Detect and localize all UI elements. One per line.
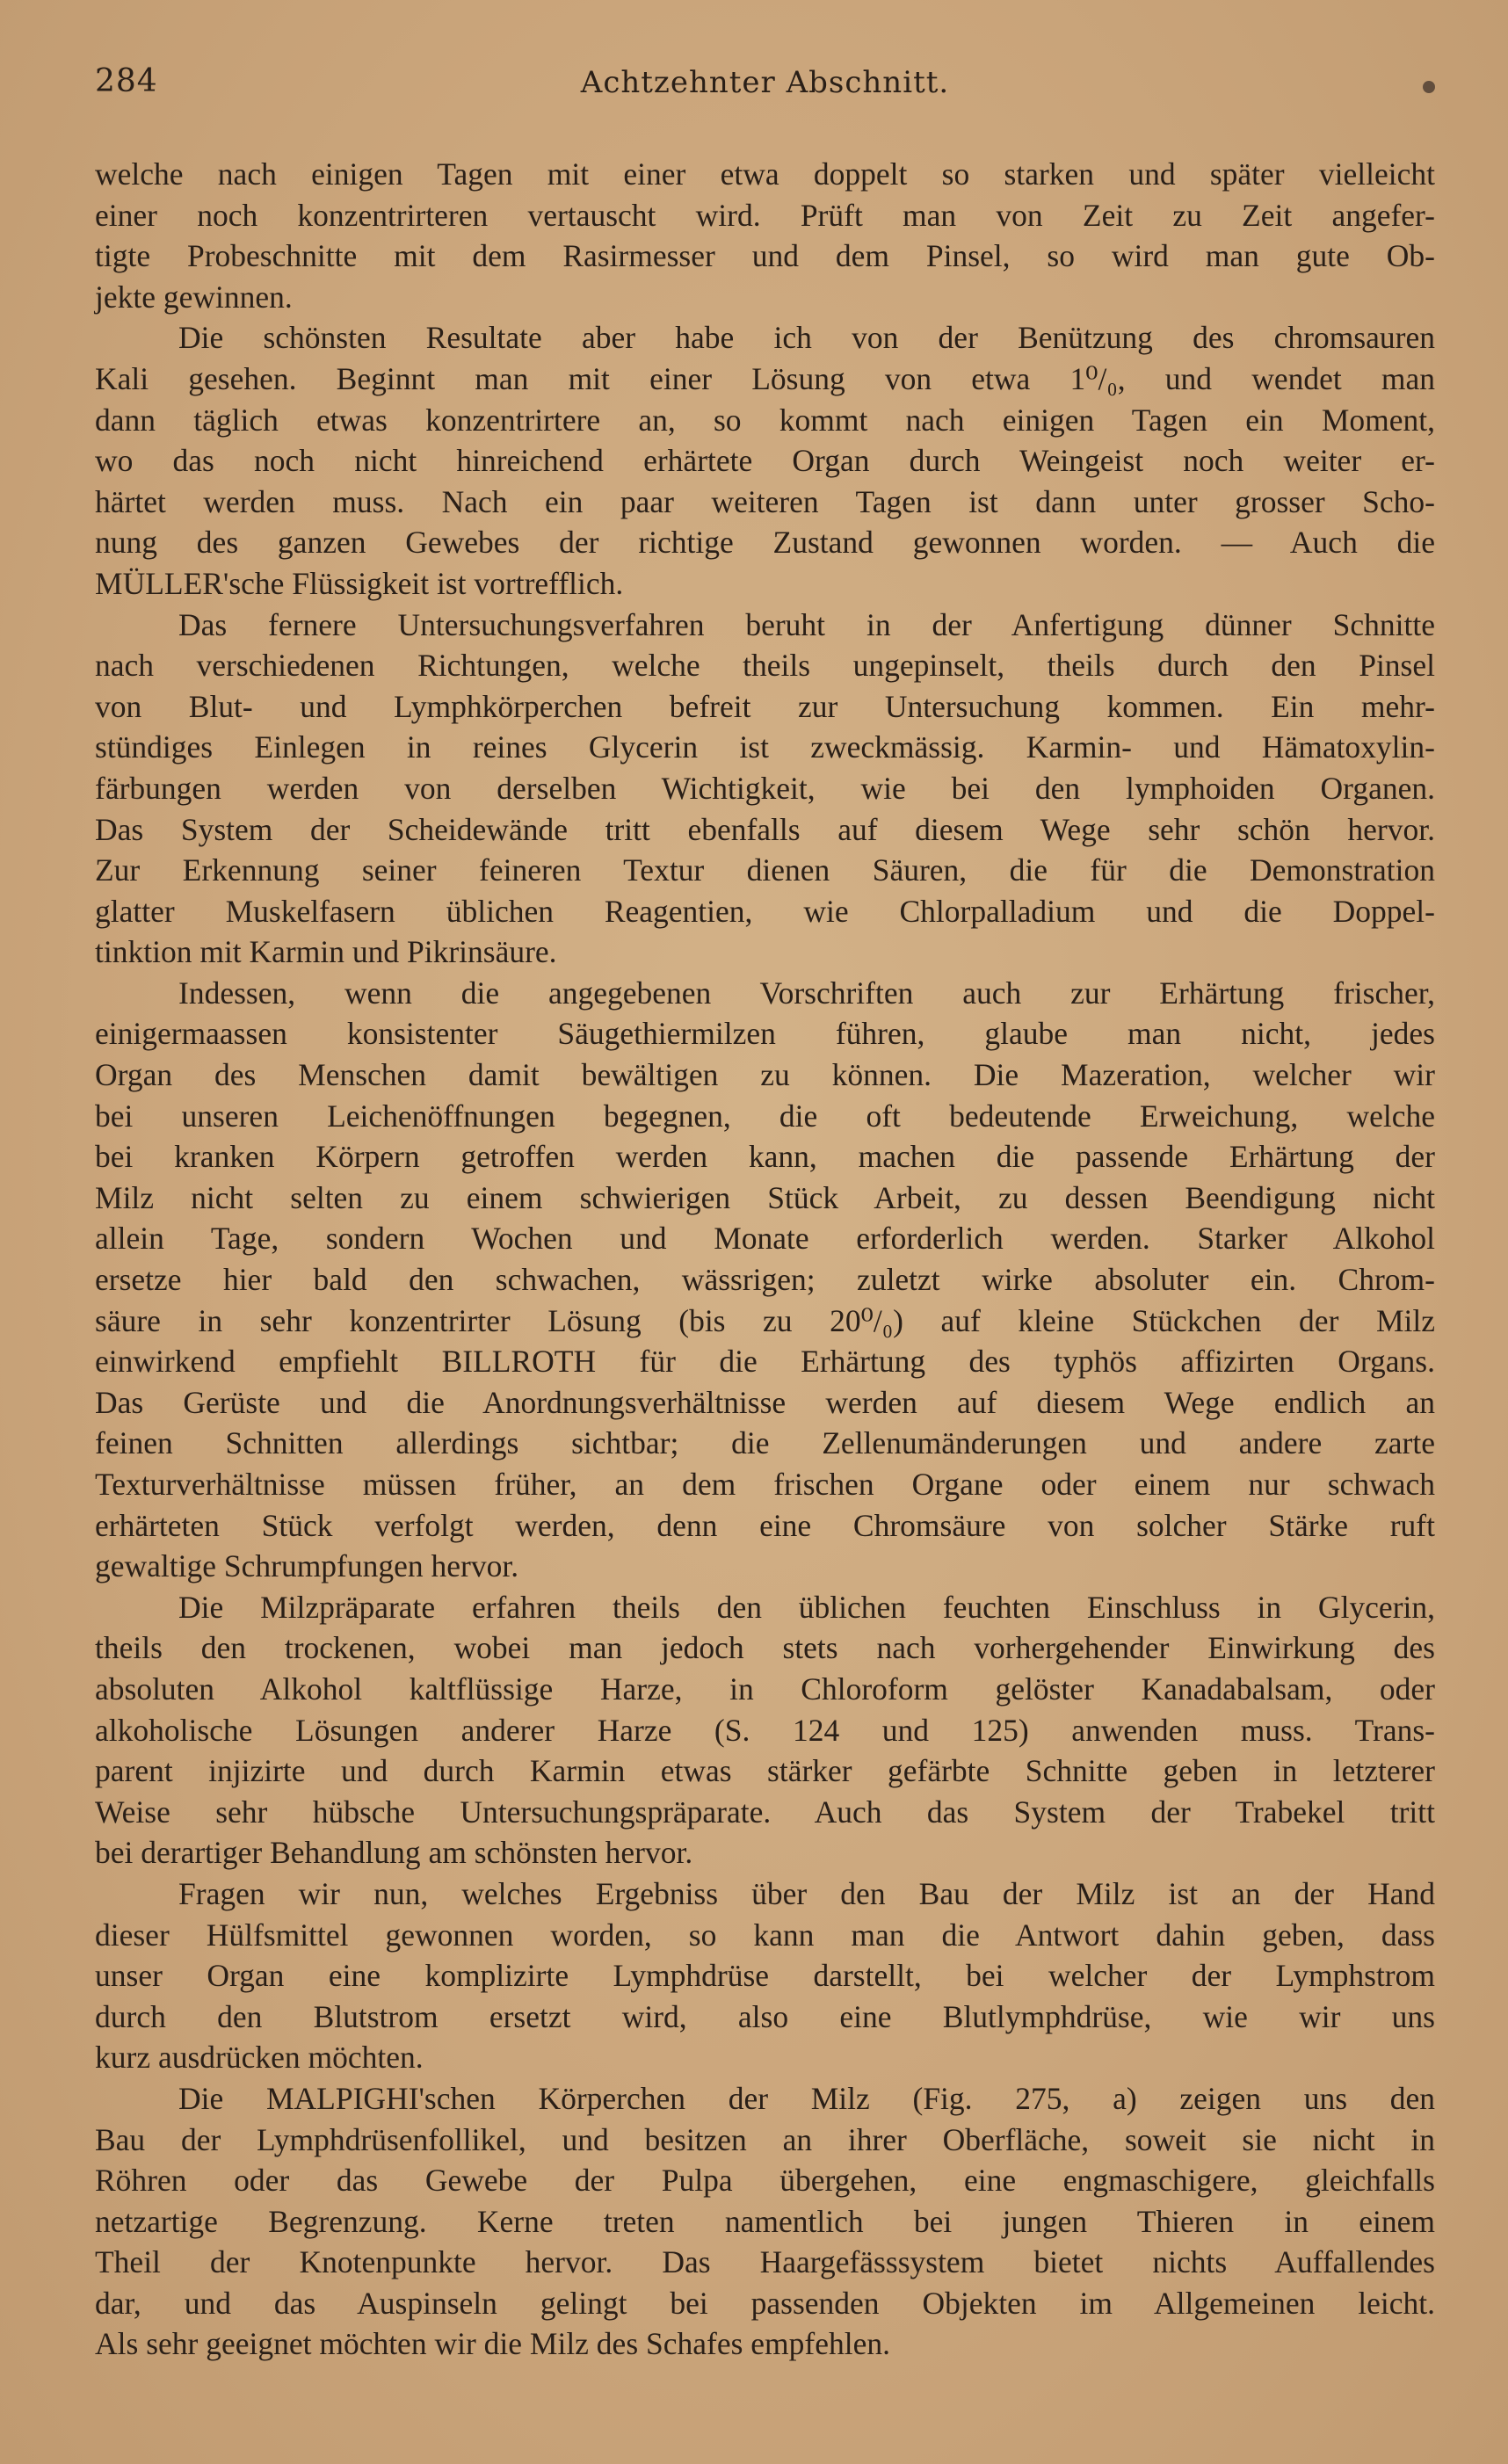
text-line: Die MALPIGHI'schen Körperchen der Milz (Fig. 275, a) zeigen uns den xyxy=(178,2080,1435,2116)
text-line: Kali gesehen. Beginnt man mit einer Lösung von etwa 1⁰/₀, und wendet man xyxy=(95,360,1435,396)
text-line: Indessen, wenn die angegebenen Vorschriften auch zur Erhärtung frischer, xyxy=(178,975,1435,1011)
text-line: feinen Schnitten allerdings sichtbar; die Zellenumänderungen und andere zarte xyxy=(95,1425,1435,1461)
text-line: von Blut- und Lymphkörperchen befreit zur Untersuchung kommen. Ein mehr- xyxy=(95,688,1435,724)
body-text xyxy=(95,154,1435,2365)
text-line: dar, und das Auspinseln gelingt bei passenden Objekten im Allgemeinen leicht. xyxy=(95,2285,1435,2321)
text-line: ersetze hier bald den schwachen, wässrigen; zuletzt wirke absoluter ein. Chrom- xyxy=(95,1262,1435,1298)
text-line: färbungen werden von derselben Wichtigkeit, wie bei den lymphoiden Organen. xyxy=(95,770,1435,806)
text-line: nach verschiedenen Richtungen, welche theils ungepinselt, theils durch den Pinsel xyxy=(95,648,1435,684)
text-line: unser Organ eine komplizirte Lymphdrüse darstellt, bei welcher der Lymphstrom xyxy=(95,1958,1435,1994)
ink-spot xyxy=(1423,81,1435,93)
text-line: Das Gerüste und die Anordnungsverhältnisse werden auf diesem Wege endlich an xyxy=(95,1384,1435,1420)
text-line: Die schönsten Resultate aber habe ich von der Benützung des chromsauren xyxy=(178,320,1435,356)
text-line: wo das noch nicht hinreichend erhärtete Organ durch Weingeist noch weiter er- xyxy=(95,443,1435,479)
text-line: Röhren oder das Gewebe der Pulpa übergehen, eine engmaschigere, gleichfalls xyxy=(95,2163,1435,2199)
text-line: tinktion mit Karmin und Pikrinsäure. xyxy=(95,934,557,970)
text-line: allein Tage, sondern Wochen und Monate erforderlich werden. Starker Alkohol xyxy=(95,1221,1435,1257)
text-line: welche nach einigen Tagen mit einer etwa doppelt so starken und später vielleicht xyxy=(95,156,1435,192)
text-line: dieser Hülfsmittel gewonnen worden, so kann man die Antwort dahin geben, dass xyxy=(95,1917,1435,1953)
text-line: Bau der Lymphdrüsenfollikel, und besitzen an ihrer Oberfläche, soweit sie nicht in xyxy=(95,2121,1435,2157)
text-line: Das fernere Untersuchungsverfahren beruht in der Anfertigung dünner Schnitte xyxy=(178,606,1435,642)
text-line: Die Milzpräparate erfahren theils den üblichen feuchten Einschluss in Glycerin, xyxy=(178,1589,1435,1625)
text-line: erhärteten Stück verfolgt werden, denn eine Chromsäure von solcher Stärke ruft xyxy=(95,1507,1435,1543)
text-line: bei derartiger Behandlung am schönsten hervor. xyxy=(95,1835,693,1871)
text-line: bei unseren Leichenöffnungen begegnen, die oft bedeutende Erweichung, welche xyxy=(95,1098,1435,1134)
text-line: einwirkend empfiehlt BILLROTH für die Erhärtung des typhös affizirten Organs. xyxy=(95,1344,1435,1380)
page-header xyxy=(95,63,1435,116)
text-line: absoluten Alkohol kaltflüssige Harze, in Chloroform gelöster Kanadabalsam, oder xyxy=(95,1670,1435,1707)
text-line: MÜLLER'sche Flüssigkeit ist vortrefflich. xyxy=(95,565,624,601)
text-line: bei kranken Körpern getroffen werden kann, machen die passende Erhärtung der xyxy=(95,1139,1435,1175)
text-line: glatter Muskelfasern üblichen Reagentien, wie Chlorpalladium und die Doppel- xyxy=(95,893,1435,929)
text-line: alkoholische Lösungen anderer Harze (S. 124 und 125) anwenden muss. Trans- xyxy=(95,1712,1435,1748)
text-line: dann täglich etwas konzentrirtere an, so kommt nach einigen Tagen ein Moment, xyxy=(95,402,1435,438)
text-line: tigte Probeschnitte mit dem Rasirmesser und dem Pinsel, so wird man gute Ob- xyxy=(95,238,1435,274)
page-number: 284 xyxy=(95,63,158,99)
text-line: kurz ausdrücken möchten. xyxy=(95,2040,424,2076)
text-line: säure in sehr konzentrirter Lösung (bis zu 20⁰/₀) auf kleine Stückchen der Milz xyxy=(95,1302,1435,1338)
text-line: nung des ganzen Gewebes der richtige Zustand gewonnen worden. — Auch die xyxy=(95,525,1435,561)
text-line: Theil der Knotenpunkte hervor. Das Haargefässsystem bietet nichts Auffallendes xyxy=(95,2244,1435,2280)
text-line: Als sehr geeignet möchten wir die Milz des Schafes empfehlen. xyxy=(95,2326,890,2362)
text-line: stündiges Einlegen in reines Glycerin ist zweckmässig. Karmin- und Hämatoxylin- xyxy=(95,729,1435,765)
text-line: gewaltige Schrumpfungen hervor. xyxy=(95,1548,519,1584)
text-line: Das System der Scheidewände tritt ebenfalls auf diesem Wege sehr schön hervor. xyxy=(95,811,1435,847)
text-line: netzartige Begrenzung. Kerne treten namentlich bei jungen Thieren in einem xyxy=(95,2203,1435,2239)
text-line: Texturverhältnisse müssen früher, an dem frischen Organe oder einem nur schwach xyxy=(95,1467,1435,1502)
text-line: Weise sehr hübsche Untersuchungspräparate. Auch das System der Trabekel tritt xyxy=(95,1794,1435,1830)
text-line: durch den Blutstrom ersetzt wird, also eine Blutlymphdrüse, wie wir uns xyxy=(95,1998,1435,2034)
text-line: Zur Erkennung seiner feineren Textur dienen Säuren, die für die Demonstration xyxy=(95,852,1435,888)
text-line: parent injizirte und durch Karmin etwas stärker gefärbte Schnitte geben in letzterer xyxy=(95,1753,1435,1789)
text-line: einigermaassen konsistenter Säugethiermilzen führen, glaube man nicht, jedes xyxy=(95,1016,1435,1052)
running-head: Achtzehnter Abschnitt. xyxy=(580,65,950,100)
text-line: härtet werden muss. Nach ein paar weiteren Tagen ist dann unter grosser Scho- xyxy=(95,483,1435,519)
text-line: jekte gewinnen. xyxy=(95,279,293,315)
text-line: Milz nicht selten zu einem schwierigen Stück Arbeit, zu dessen Beendigung nicht xyxy=(95,1179,1435,1215)
text-line: einer noch konzentrirteren vertauscht wird. Prüft man von Zeit zu Zeit angefer- xyxy=(95,197,1435,233)
text-line: Fragen wir nun, welches Ergebniss über den Bau der Milz ist an der Hand xyxy=(178,1875,1435,1911)
text-line: theils den trockenen, wobei man jedoch stets nach vorhergehender Einwirkung des xyxy=(95,1630,1435,1666)
text-line: Organ des Menschen damit bewältigen zu können. Die Mazeration, welcher wir xyxy=(95,1057,1435,1093)
